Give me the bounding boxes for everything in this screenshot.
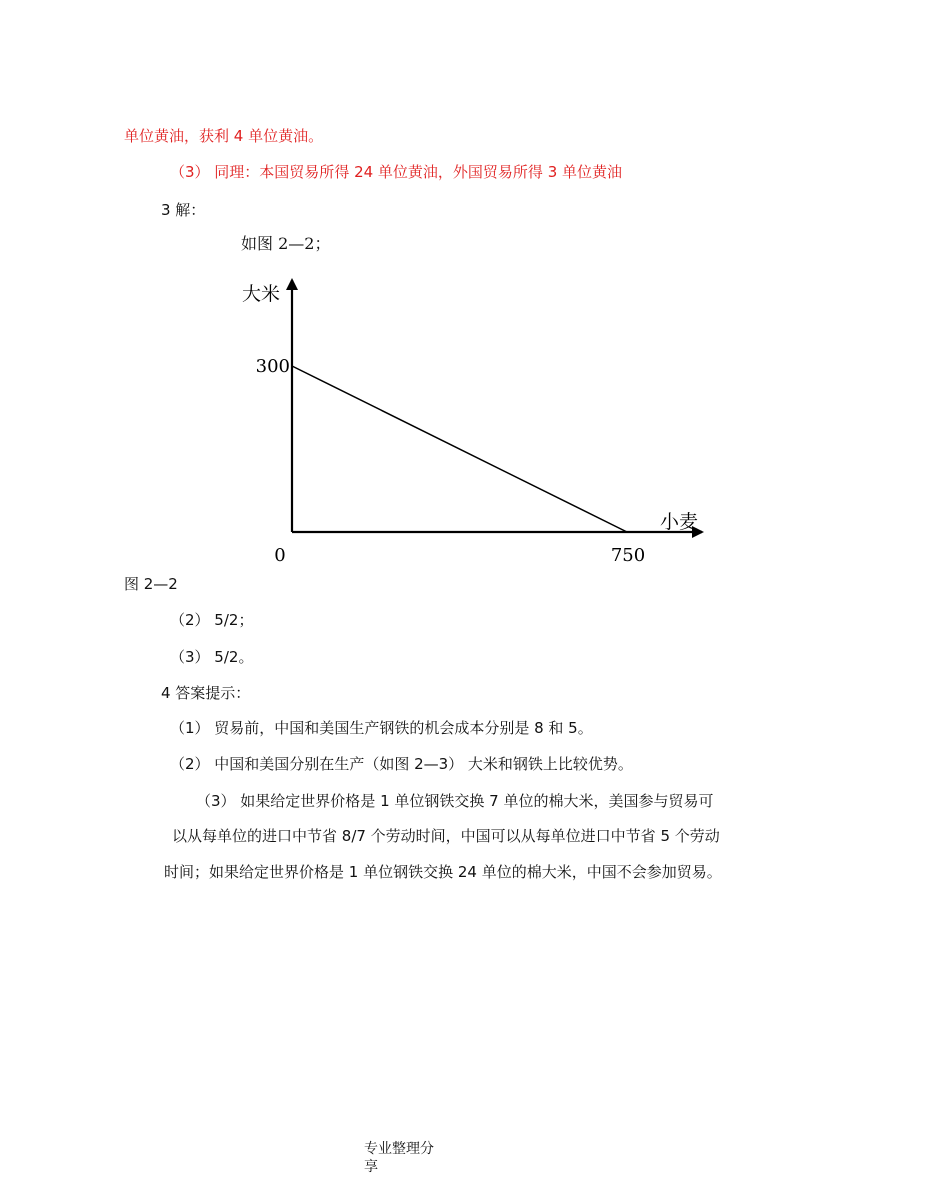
footer-line-1: 专业整理分 <box>364 1141 434 1157</box>
text-line-butter-profit: 单位黄油，获利 4 单位黄油。 <box>124 127 324 145</box>
figure-caption: 图 2—2 <box>124 575 178 593</box>
q4-answer-3-line3: 时间；如果给定世界价格是 1 单位钢铁交换 24 单位的棉大米，中国不会参加贸易。 <box>164 863 722 881</box>
origin-label: 0 <box>274 545 286 566</box>
footer-line-2: 享 <box>364 1159 378 1175</box>
question-4-heading: 4 答案提示： <box>161 684 251 702</box>
ppf-chart <box>230 270 710 570</box>
y-tick-label: 300 <box>255 356 290 377</box>
answer-3: （3） 5/2。 <box>170 648 254 666</box>
q4-answer-1: （1） 贸易前，中国和美国生产钢铁的机会成本分别是 8 和 5。 <box>170 719 593 737</box>
ppf-line <box>292 366 627 532</box>
q4-answer-3-line2: 以从每单位的进口中节省 8/7 个劳动时间，中国可以从每单位进口中节省 5 个劳动 <box>172 827 720 845</box>
figure-intro: 如图 2—2； <box>241 234 331 253</box>
text-line-trade-gains: （3） 同理：本国贸易所得 24 单位黄油，外国贸易所得 3 单位黄油 <box>170 163 623 181</box>
q4-answer-2: （2） 中国和美国分别在生产（如图 2—3） 大米和钢铁上比较优势。 <box>170 755 633 773</box>
y-axis-label: 大米 <box>242 283 281 305</box>
q4-answer-3-line1: （3） 如果给定世界价格是 1 单位钢铁交换 7 单位的棉大米，美国参与贸易可 <box>196 792 714 810</box>
footer-watermark <box>364 1140 454 1176</box>
answer-2: （2） 5/2； <box>170 611 254 629</box>
x-tick-label: 750 <box>610 545 646 566</box>
question-3-heading: 3 解： <box>161 201 206 219</box>
x-axis-label: 小麦 <box>660 511 699 533</box>
